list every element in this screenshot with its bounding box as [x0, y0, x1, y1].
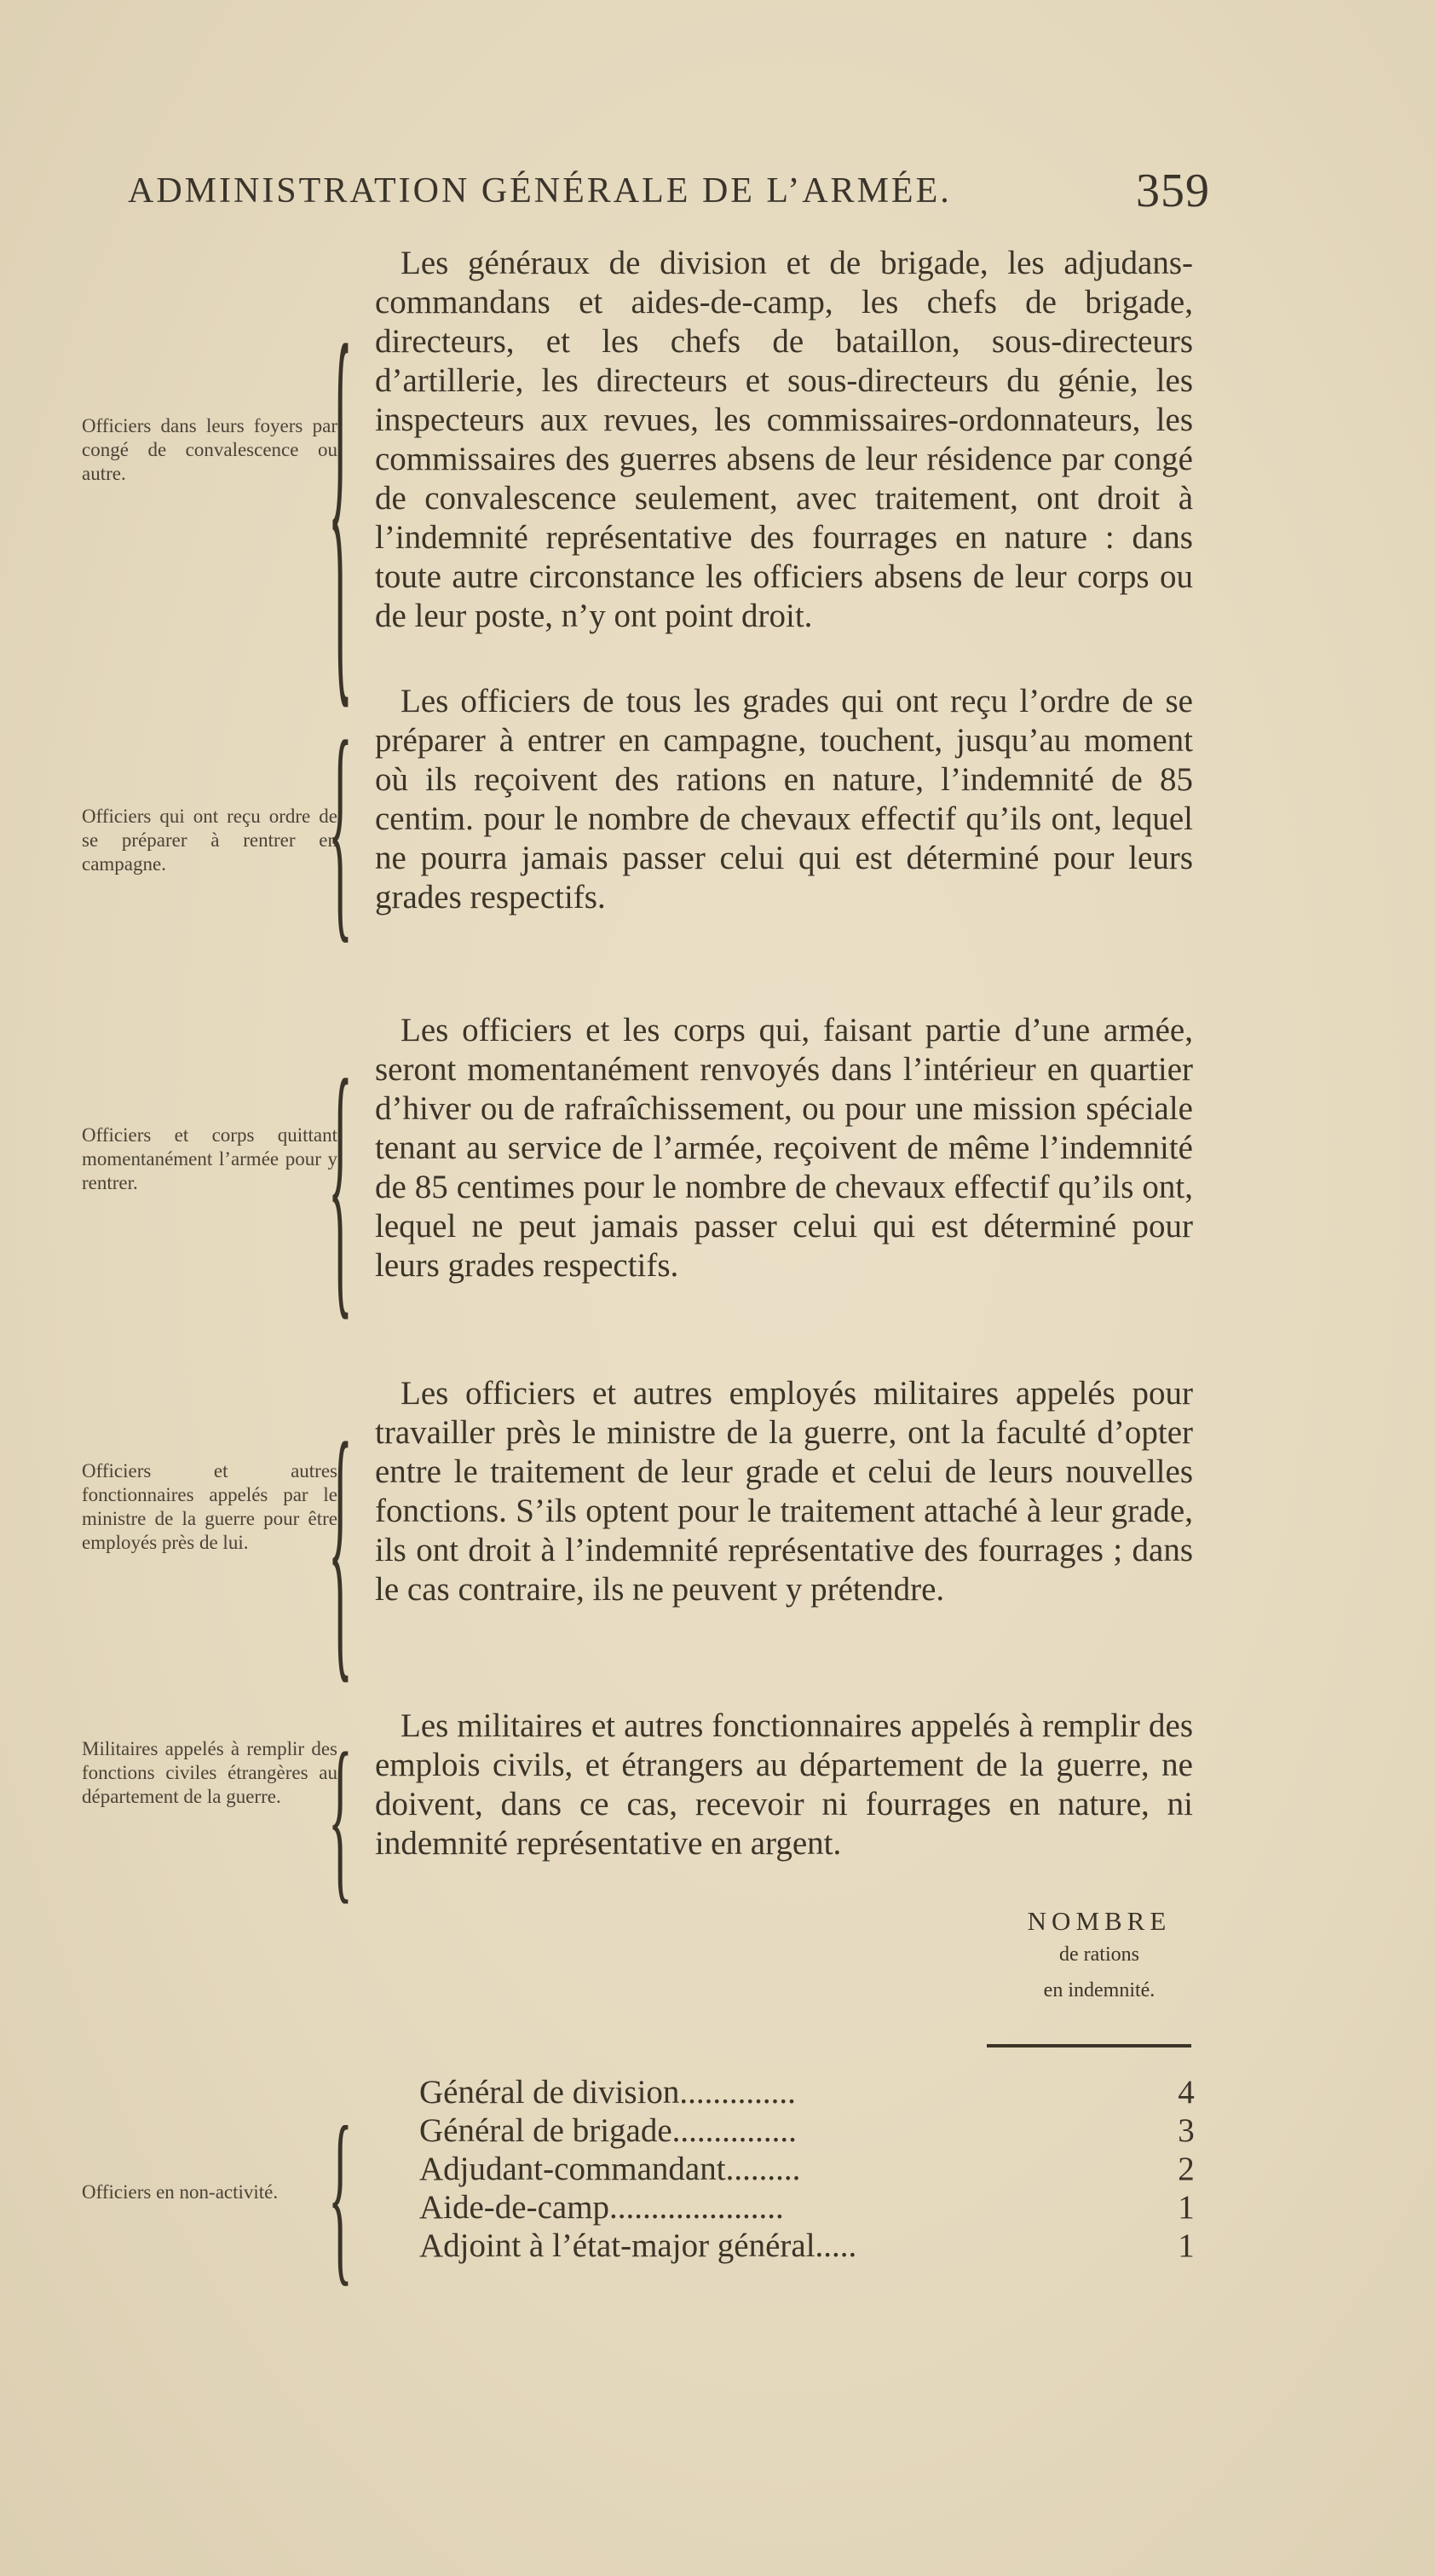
brace-left: {	[328, 2088, 353, 2302]
brace-left: {	[328, 1716, 353, 1920]
margin-note-convalescence: Officiers dans leurs foyers par congé de convalescence ou autre.	[82, 415, 337, 484]
header-rule	[987, 2044, 1191, 2048]
brace-left: {	[328, 692, 353, 963]
brace-left: {	[328, 1022, 353, 1343]
margin-note-campagne: Officiers qui ont reçu ordre de se préparer à rentrer en campagne.	[82, 806, 337, 875]
ration-count: 1	[1178, 2189, 1195, 2226]
table-row	[419, 2227, 1203, 2265]
paragraph-campagne: Les officiers de tous les grades qui ont reçu l’ordre de se préparer à entrer en campagne, touchent, jusqu’au moment où ils reçoivent des rations en nature, l’indemnité de 85 centim. pour le nombre de chevaux effectif qu’ils ont, lequel ne pourra jamais passer celui qui est déterminé pour leurs grades respectifs.	[375, 683, 1193, 915]
ration-count: 1	[1178, 2227, 1195, 2264]
brace-left: {	[328, 259, 353, 744]
margin-note-ministre: Officiers et autres fonctionnaires appelés par le ministre de la guerre pour être employés près de lui.	[82, 1460, 337, 1553]
paragraph-ministre: Les officiers et autres employés militaires appelés pour travailler près le ministre de la guerre, ont la faculté d’opter entre le traitement de leur grade et celui de leurs nouvelles fonctions. S’ils optent pour le traitement attaché à leur grade, ils ont droit à l’indemnité représentative des fourrages ; dans le cas contraire, ils ne peuvent y prétendre.	[375, 1375, 1193, 1608]
nombre-header	[988, 1906, 1210, 2008]
ration-count: 3	[1178, 2112, 1195, 2149]
ranks-table	[419, 2073, 1203, 2265]
page-number: 359	[1136, 165, 1210, 217]
paragraph-quartier-hiver: Les officiers et les corps qui, faisant partie d’une armée, seront momentanément renvoyés dans l’intérieur en quartier d’hiver ou de rafraîchissement, ou pour une mission spéciale tenant au service de l’armée, reçoivent de même l’indemnité de 85 centimes pour le nombre de chevaux effectif qu’ils ont, lequel ne peut jamais passer celui qui est déterminé pour leurs grades respectifs.	[375, 1012, 1193, 1284]
table-row	[419, 2073, 1203, 2111]
table-row	[419, 2111, 1203, 2150]
rank-label: Aide-de-camp.....................	[419, 2189, 784, 2226]
rank-label: Adjudant-commandant.........	[419, 2151, 801, 2187]
nombre-title: NOMBRE	[1027, 1906, 1172, 1936]
running-head-title: ADMINISTRATION GÉNÉRALE DE L’ARMÉE.	[128, 171, 952, 211]
paragraph-convalescence: Les généraux de division et de brigade, les adjudans-commandans et aides-de-camp, les chefs de brigade, directeurs, et les chefs de bataillon, sous-directeurs d’artillerie, les directeurs et sous-directeurs du génie, les inspecteurs aux revues, les commissaires-ordonnateurs, les commissaires des guerres absens de leur résidence par congé de convalescence seulement, avec traitement, ont droit à l’indemnité représentative des fourrages en nature : dans toute autre circonstance les officiers absens de leur corps ou de leur poste, n’y ont point droit.	[375, 245, 1193, 634]
brace-left: {	[328, 1385, 353, 1707]
ration-count: 2	[1178, 2151, 1195, 2187]
margin-note-emplois-civils: Militaires appelés à remplir des fonctions civiles étrangères au département de la guerre.	[82, 1738, 337, 1807]
rank-label: Général de brigade...............	[419, 2112, 797, 2149]
nombre-subtitle-1: de rations	[1059, 1944, 1139, 1966]
nombre-subtitle-2: en indemnité.	[1043, 1979, 1155, 2001]
running-head	[128, 165, 1210, 217]
rank-label: Adjoint à l’état-major général.....	[419, 2227, 857, 2264]
table-row	[419, 2188, 1203, 2227]
rank-label: Général de division..............	[419, 2074, 796, 2111]
paragraph-emplois-civils: Les militaires et autres fonctionnaires appelés à remplir des emplois civils, et étrangers au département de la guerre, ne doivent, dans ce cas, recevoir ni fourrages en nature, ni indemnité représentative en argent.	[375, 1707, 1193, 1862]
margin-note-non-activite: Officiers en non-activité.	[82, 2181, 279, 2203]
table-row	[419, 2150, 1203, 2188]
ration-count: 4	[1178, 2074, 1195, 2111]
margin-note-quartier-hiver: Officiers et corps quittant momentanément l’armée pour y rentrer.	[82, 1124, 337, 1193]
